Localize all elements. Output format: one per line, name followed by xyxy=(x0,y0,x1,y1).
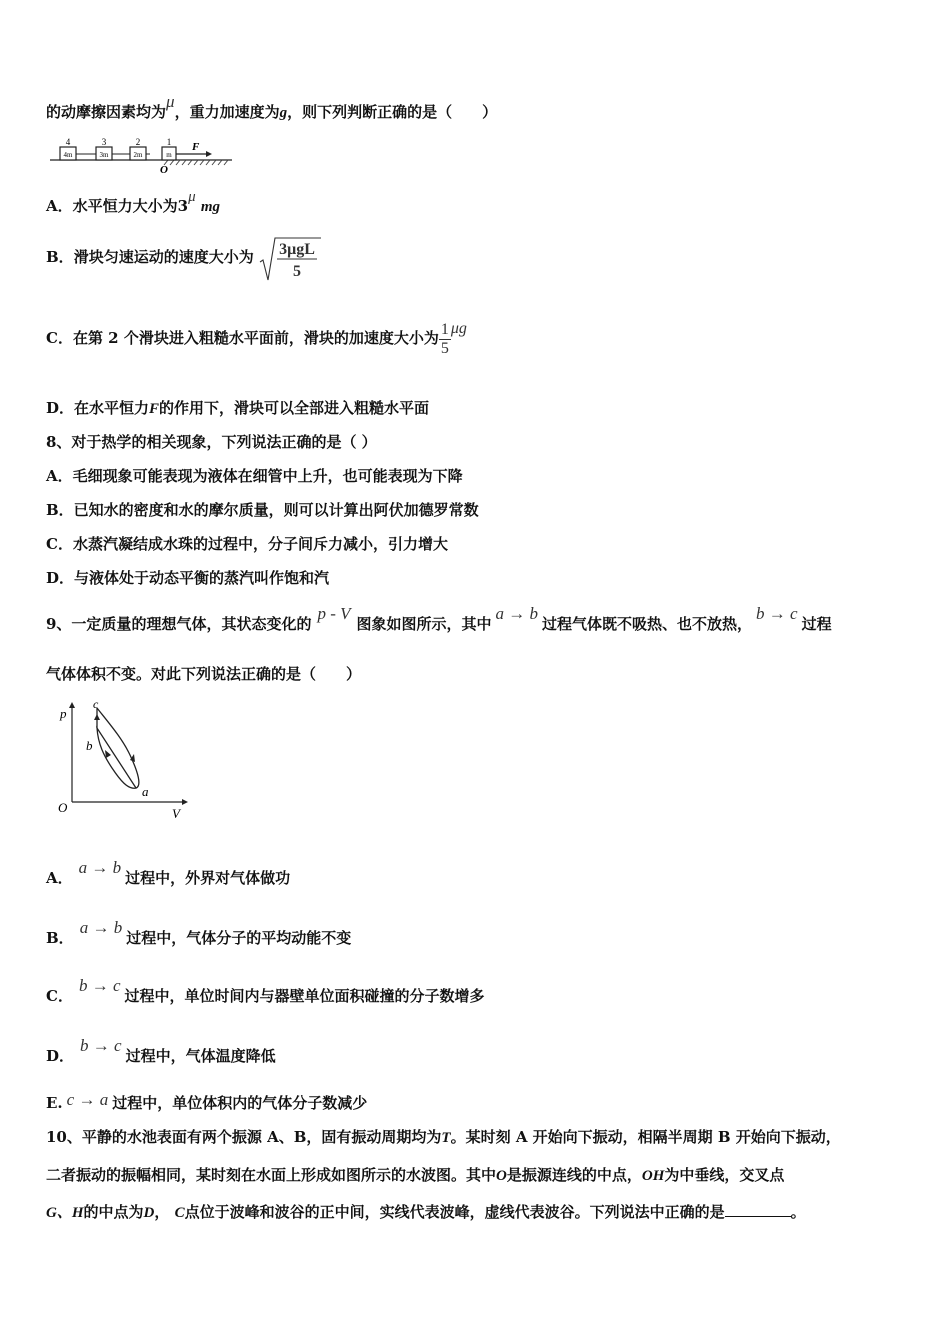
q7-option-c xyxy=(46,316,467,361)
point-c-label: c xyxy=(93,700,99,711)
axis-p-label: p xyxy=(60,706,67,721)
option-label: B． xyxy=(46,248,74,266)
process-bc: b → c xyxy=(756,604,798,623)
block-number: 4 xyxy=(65,137,71,147)
line-oh-symbol: OH xyxy=(641,1168,665,1184)
q9-option-c xyxy=(46,976,485,1006)
process-label: b → c xyxy=(78,976,121,995)
option-text: 在第 2 个滑块进入粗糙水平面前，滑块的加速度大小为 xyxy=(72,329,439,347)
q8-stem: 8、对于热学的相关现象，下列说法正确的是（ ） xyxy=(46,433,377,451)
q7-blocks-figure xyxy=(46,136,246,178)
process-label: b → c xyxy=(80,1036,122,1055)
q7-option-d xyxy=(46,398,429,419)
q8-option-a: A．毛细现象可能表现为液体在细管中上升，也可能表现为下降 xyxy=(46,467,463,485)
g-symbol: g xyxy=(279,105,288,121)
q9-option-b xyxy=(46,918,352,948)
option-label: C． xyxy=(46,987,73,1005)
sqrt-denominator: 5 xyxy=(292,262,301,280)
block-number: 1 xyxy=(166,137,172,147)
option-text: 水平恒力大小为3 xyxy=(72,197,189,215)
option-text: 过程中，外界对气体做功 xyxy=(125,869,291,887)
q8-option-b: B．已知水的密度和水的摩尔质量，则可以计算出阿伏加德罗常数 xyxy=(46,501,479,519)
sqrt-sign xyxy=(259,234,321,284)
option-text: 滑块匀速运动的速度大小为 xyxy=(73,248,254,266)
option-label: D． xyxy=(46,1047,75,1065)
option-label: A． xyxy=(46,197,73,215)
option-label: B． xyxy=(46,929,74,947)
q10-line2 xyxy=(46,1165,784,1186)
q10-text: 的中点为 xyxy=(83,1203,144,1221)
option-text: 过程中，气体温度降低 xyxy=(125,1047,276,1065)
point-c-symbol: C xyxy=(174,1205,185,1221)
block-label: 2m xyxy=(133,151,143,159)
q7-option-a xyxy=(46,189,221,217)
point-a-label: a xyxy=(142,784,149,799)
q10-line1 xyxy=(46,1127,841,1148)
point-d-symbol: D xyxy=(143,1205,155,1221)
q8-option-c: C．水蒸汽凝结成水珠的过程中，分子间斥力减小，引力增大 xyxy=(46,535,448,553)
q9-stem-text: 过程 xyxy=(801,615,832,633)
process-label: c → a xyxy=(66,1090,109,1109)
process-ab: a → b xyxy=(495,604,539,623)
q10-text: 二者振动的振幅相同，某时刻在水面上形成如图所示的水波图。其中 xyxy=(46,1166,497,1184)
option-text: 过程中，单位体积内的气体分子数减少 xyxy=(112,1094,368,1112)
option-label: C． xyxy=(46,329,73,347)
q7-stem-text: 的动摩擦因素均为 xyxy=(46,103,167,121)
q10-text: 。某时刻 A 开始向下振动，相隔半周期 B 开始向下振动， xyxy=(450,1128,841,1146)
force-symbol: F xyxy=(149,401,160,417)
q10-text: 为中垂线，交叉点 xyxy=(664,1166,785,1184)
period-symbol: T xyxy=(441,1130,451,1146)
q9-stem-line2: 气体体积不变。对此下列说法正确的是（ ） xyxy=(46,665,362,683)
q10-text: 10、平静的水池表面有两个振源 A、B，固有振动周期均为 xyxy=(46,1128,442,1146)
q10-line3 xyxy=(46,1202,806,1223)
q9-stem-text: 过程气体既不吸热、也不放热， xyxy=(542,615,753,633)
q8-option-d: D．与液体处于动态平衡的蒸汽叫作饱和汽 xyxy=(46,569,330,587)
axis-v-label: V xyxy=(172,806,180,821)
q9-stem-line1 xyxy=(46,604,832,634)
q7-stem-text: ，则下列判断正确的是（ ） xyxy=(287,103,498,121)
process-label: a → b xyxy=(79,918,123,937)
option-label: E. xyxy=(46,1094,63,1112)
option-text: 的作用下，滑块可以全部进入粗糙水平面 xyxy=(159,399,430,417)
q10-text: 。 xyxy=(790,1203,806,1221)
q9-option-a xyxy=(46,858,291,888)
option-label: D． xyxy=(46,399,75,417)
option-label: A． xyxy=(46,869,73,887)
q9-option-e xyxy=(46,1090,368,1113)
process-label: a → b xyxy=(78,858,122,877)
point-b-label: b xyxy=(86,738,93,753)
option-text: 过程中，气体分子的平均动能不变 xyxy=(126,929,352,947)
mu-g-symbol: μg xyxy=(450,320,467,337)
point-o-symbol: O xyxy=(496,1168,507,1184)
sqrt-expression xyxy=(259,233,321,284)
block-number: 3 xyxy=(101,137,107,147)
force-label: F xyxy=(192,141,200,153)
mg-symbol: mg xyxy=(200,199,221,215)
q9-option-d xyxy=(46,1036,276,1066)
mu-symbol: μ xyxy=(188,189,196,205)
fraction-denominator: 5 xyxy=(440,339,449,357)
block-number: 2 xyxy=(135,137,141,147)
mu-symbol: μ xyxy=(166,92,175,111)
q9-pv-diagram xyxy=(50,700,190,822)
block-label: 3m xyxy=(99,151,109,159)
origin-label: O xyxy=(58,800,68,815)
q9-stem-text: 9、一定质量的理想气体，其状态变化的 xyxy=(46,615,312,633)
q7-stem xyxy=(46,92,498,123)
pv-label: p - V xyxy=(317,604,351,623)
q7-option-b xyxy=(46,232,321,284)
q9-stem-text: 图象如图所示，其中 xyxy=(356,615,492,633)
option-text: 在水平恒力 xyxy=(74,399,150,417)
origin-label: O xyxy=(160,164,168,176)
option-text: 过程中，单位时间内与器壁单位面积碰撞的分子数增多 xyxy=(124,987,485,1005)
q7-stem-text: ，重力加速度为 xyxy=(174,103,280,121)
q10-text: ， xyxy=(154,1203,170,1221)
q10-text: 是振源连线的中点， xyxy=(506,1166,642,1184)
sqrt-numerator: 3μgL xyxy=(279,240,315,258)
answer-blank[interactable] xyxy=(725,1216,791,1217)
points-gh-symbol: G、H xyxy=(46,1205,84,1221)
block-label: m xyxy=(166,151,172,159)
q10-text: 点位于波峰和波谷的正中间，实线代表波峰，虚线代表波谷。下列说法中正确的是 xyxy=(184,1203,725,1221)
fraction-numerator: 1 xyxy=(440,320,449,338)
block-label: 4m xyxy=(63,151,73,159)
fraction xyxy=(439,321,451,358)
